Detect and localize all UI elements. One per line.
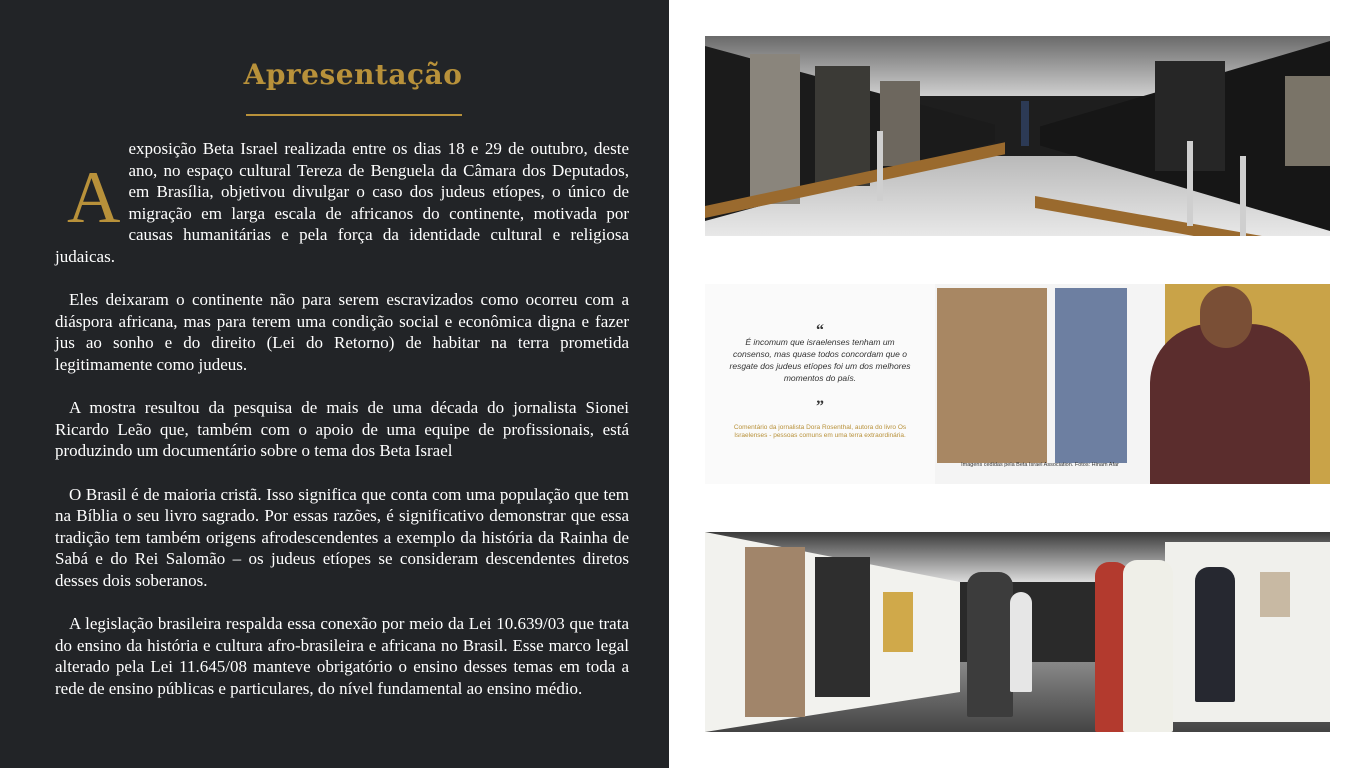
exhibit-title-panel (883, 592, 913, 652)
quote-close-icon: ” (816, 398, 824, 415)
exhibit-panel (815, 557, 870, 697)
paragraph-5: A legislação brasileira respalda essa conexão por meio da Lei 10.639/03 que trata do ensino da história e cultura afro-brasileira e africana no Brasil. Esse marco legal alterado pela Lei 11.645/08 manteve obrigatório o ensino desses temas em toda a rede de ensino públicas e particulares, do nível fundamental ao ensino médio. (55, 614, 629, 698)
quote-panel-photo (705, 284, 1330, 484)
visitors-corridor-photo (705, 532, 1330, 732)
exhibit-panel (1285, 76, 1330, 166)
quote-text: É incomum que israelenses tenham um consenso, mas quase todos concordam que o resgate dos judeus etíopes foi um dos melhores momentos do país. (729, 337, 911, 383)
stanchion-post (1187, 141, 1193, 226)
portrait-girl-photo (937, 288, 1047, 463)
visitor (1195, 567, 1235, 702)
quote-credit: Comentário da jornalista Dora Rosenthal, autora do livro Os Israelenses - pessoas comuns em uma terra extraordinária. (733, 424, 907, 439)
exhibit-frame (1260, 572, 1290, 617)
portrait-panel (750, 54, 800, 204)
exhibit-panel (815, 66, 870, 186)
page-title: Apresentação (243, 58, 463, 91)
visitor-back (1150, 324, 1310, 484)
right-exhibit-wall (1165, 542, 1330, 722)
paragraph-1 (55, 138, 629, 268)
article-body (55, 138, 629, 721)
title-divider (246, 114, 462, 116)
exhibition-corridor-photo (705, 36, 1330, 236)
exhibit-panel (880, 81, 920, 166)
visitor-head (1200, 286, 1252, 348)
portrait-child-photo (1055, 288, 1127, 463)
visitor (1021, 101, 1029, 146)
quote-open-icon: “ (816, 322, 824, 339)
paragraph-4: O Brasil é de maioria cristã. Isso significa que conta com uma população que tem na Bíblia o seu livro sagrado. Por essas razões, é significativo demonstrar que essa tradição tem também origens afrodescendentes a exemplo da história da Rainha de Sabá e do Rei Salomão – os judeus etíopes se consideram descendentes diretos desses dois soberanos. (55, 484, 629, 590)
stanchion-post (1240, 156, 1246, 236)
photo-caption: Imagens cedidas pela Beta Israel Association. Fotos: Hinam Afar (961, 462, 1119, 468)
paragraph-1-text: exposição Beta Israel realizada entre os dias 18 e 29 de outubro, deste ano, no espaço cultural Tereza de Benguela da Câmara dos Deputados, em Brasília, objetivou divulgar o caso dos judeus etíopes, o único de migração em larga escala de africanos do continente, motivada por causas humanitárias e pela força da identidade cultural e religiosa judaicas. (55, 139, 629, 266)
visitor (967, 572, 1013, 717)
stanchion-post (877, 131, 883, 201)
quote-panel (705, 284, 935, 484)
drop-cap: A (67, 157, 121, 239)
paragraph-2: Eles deixaram o continente não para serem escravizados como ocorreu com a diáspora africana, mas para terem uma condição social e econômica digna e fazer jus ao sonho e do direito (Lei do Retorno) de habitar na terra prometida legitimamente como judeus. (55, 290, 629, 374)
visitor (1010, 592, 1032, 692)
exhibit-panel (745, 547, 805, 717)
visitor-woman (1123, 560, 1173, 732)
paragraph-3: A mostra resultou da pesquisa de mais de uma década do jornalista Sionei Ricardo Leão que, também com o apoio de uma equipe de profissionais, está produzindo um documentário sobre o tema dos Beta Israel (55, 398, 629, 461)
